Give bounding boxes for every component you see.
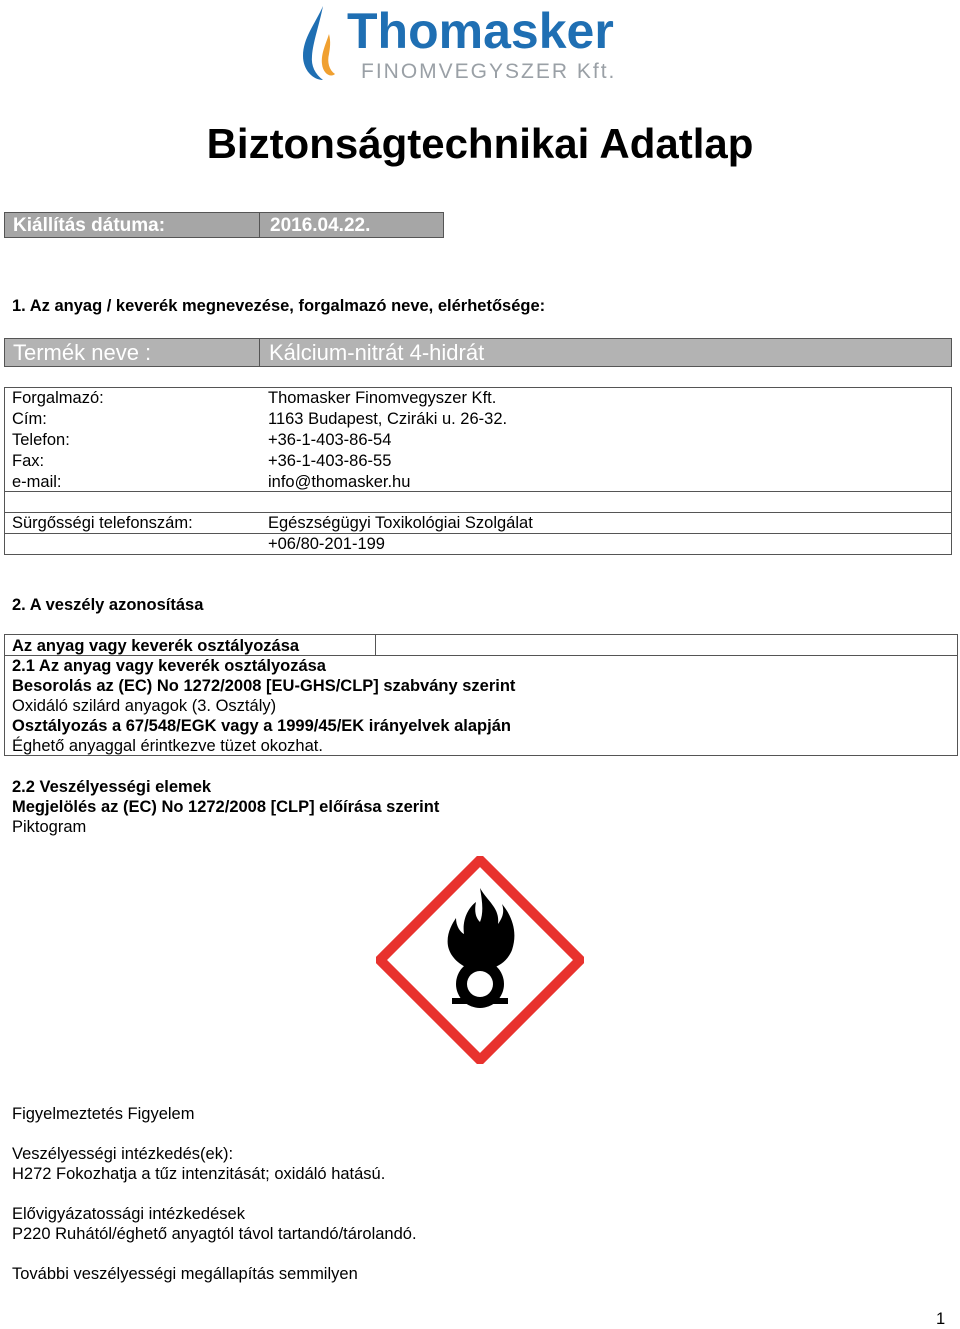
piktogram-label: Piktogram bbox=[12, 818, 87, 836]
emergency-phone: +06/80-201-199 bbox=[268, 535, 385, 553]
emergency-org: Egészségügyi Toxikológiai Szolgálat bbox=[268, 514, 533, 532]
contact-value: Thomasker Finomvegyszer Kft. bbox=[268, 389, 497, 407]
veszelyessegi-label: Veszélyességi intézkedés(ek): bbox=[12, 1145, 234, 1163]
product-label: Termék neve : bbox=[13, 340, 152, 365]
contact-label: Telefon: bbox=[12, 431, 70, 449]
email-link[interactable]: info@thomasker.hu bbox=[268, 473, 411, 491]
contact-label: Forgalmazó: bbox=[12, 389, 104, 407]
droplet-icon bbox=[295, 4, 345, 84]
osztalyozas-text: Osztályozás a 67/548/EGK vagy a 1999/45/EK irányelvek alapján bbox=[12, 717, 511, 735]
besorolas-text: Besorolás az (EC) No 1272/2008 [EU-GHS/CLP] szabvány szerint bbox=[12, 677, 516, 695]
product-name-bar bbox=[4, 338, 952, 367]
issue-date-label: Kiállítás dátuma: bbox=[13, 215, 166, 236]
p220-statement: P220 Ruhától/éghető anyagtól távol tartandó/tárolandó. bbox=[12, 1225, 417, 1243]
contact-label: e-mail: bbox=[12, 473, 62, 491]
contact-value: 1163 Budapest, Cziráki u. 26-32. bbox=[268, 410, 508, 428]
contact-value: +36-1-403-86-54 bbox=[268, 431, 392, 449]
logo-subtitle: FINOMVEGYSZER Kft. bbox=[361, 60, 617, 83]
contact-label: Cím: bbox=[12, 410, 47, 428]
section2-heading: 2. A veszély azonosítása bbox=[12, 596, 204, 614]
company-logo bbox=[295, 2, 675, 86]
issue-date-bar bbox=[4, 212, 444, 238]
h272-statement: H272 Fokozhatja a tűz intenzitását; oxidáló hatású. bbox=[12, 1165, 386, 1183]
product-value: Kálcium-nitrát 4-hidrát bbox=[269, 340, 485, 365]
classification-box-title: Az anyag vagy keverék osztályozása bbox=[12, 637, 300, 655]
contact-value: +36-1-403-86-55 bbox=[268, 452, 392, 470]
flame-over-circle-icon bbox=[376, 856, 584, 1064]
section1-heading: 1. Az anyag / keverék megnevezése, forgalmazó neve, elérhetősége: bbox=[12, 297, 546, 315]
emergency-label: Sürgősségi telefonszám: bbox=[12, 514, 193, 532]
page-title: Biztonságtechnikai Adatlap bbox=[206, 120, 754, 167]
contact-label: Fax: bbox=[12, 452, 45, 470]
eghető-text: Éghető anyaggal érintkezve tüzet okozhat. bbox=[12, 737, 323, 755]
elovigyazatossagi-label: Elővigyázatossági intézkedések bbox=[12, 1205, 245, 1223]
page-number: 1 bbox=[936, 1310, 946, 1328]
megjeloles-text: Megjelölés az (EC) No 1272/2008 [CLP] előírása szerint bbox=[12, 798, 440, 816]
subsection-2-2: 2.2 Veszélyességi elemek bbox=[12, 778, 212, 796]
tovabbi-text: További veszélyességi megállapítás semmilyen bbox=[12, 1265, 358, 1283]
oxidalo-text: Oxidáló szilárd anyagok (3. Osztály) bbox=[12, 697, 277, 715]
logo-name: Thomasker bbox=[347, 3, 614, 59]
figyelmeztetes-text: Figyelmeztetés Figyelem bbox=[12, 1105, 195, 1123]
subsection-2-1: 2.1 Az anyag vagy keverék osztályozása bbox=[12, 657, 326, 675]
issue-date-value: 2016.04.22. bbox=[270, 215, 371, 236]
